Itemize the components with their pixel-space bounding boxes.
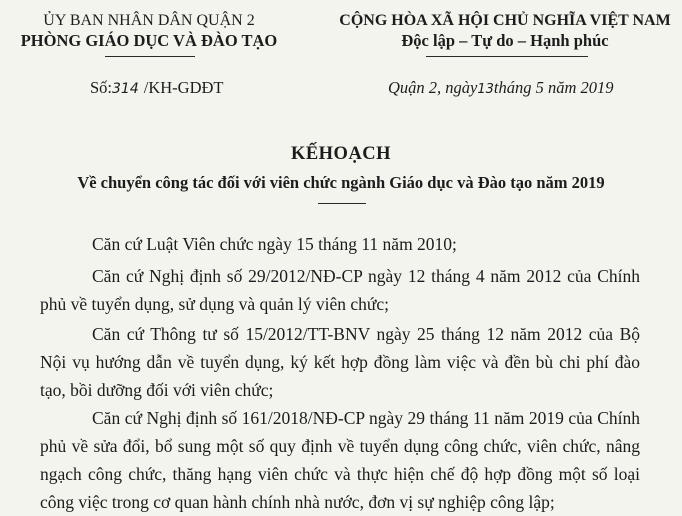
document-title: KẾHOẠCH	[290, 144, 392, 164]
legal-basis-2-text: Căn cứ Nghị định số 29/2012/NĐ-CP ngày 12 tháng 4 năm 2012 của Chính phủ về tuyển dụng, sử dụng và quản lý viên chức;	[40, 266, 640, 314]
national-motto: Độc lập – Tự do – Hạnh phúc	[401, 31, 609, 50]
date-day-handwritten: 13	[477, 82, 494, 97]
legal-basis-4-text: Căn cứ Nghị định số 161/2018/NĐ-CP ngày 29 tháng 11 năm 2019 của Chính phủ về sửa đổi, bổ sung một số quy định về tuyển dụng công chức, viên chức, nâng ngạch công chức, thăng hạng viên chức và thực hiện chế độ hợp đồng một số loại công việc trong cơ quan hành chính nhà nước, đơn vị sự nghiệp công lập;	[40, 408, 640, 512]
issuing-department: PHÒNG GIÁO DỤC VÀ ĐÀO TẠO	[20, 31, 278, 50]
legal-basis-1-text: Căn cứ Luật Viên chức ngày 15 tháng 11 năm 2010;	[92, 234, 457, 254]
title-underline	[318, 203, 366, 204]
document-number-prefix: Số:	[90, 78, 113, 97]
country-name: CỘNG HÒA XÃ HỘI CHỦ NGHĨA VIỆT NAM	[339, 12, 671, 29]
right-header-underline	[426, 56, 588, 57]
document-number	[90, 78, 224, 98]
document-number-handwritten: 314	[112, 81, 139, 97]
date-prefix: Quận 2, ngày	[388, 78, 478, 97]
date-suffix: tháng 5 năm 2019	[493, 78, 614, 97]
legal-basis-2	[40, 262, 640, 318]
document-number-suffix: /KH-GDĐT	[143, 78, 224, 97]
legal-basis-1	[40, 230, 640, 258]
legal-basis-3-text: Căn cứ Thông tư số 15/2012/TT-BNV ngày 25 tháng 12 năm 2012 của Bộ Nội vụ hướng dẫn về tuyển dụng, ký kết hợp đồng làm việc và đền bù chi phí đào tạo, bồi dưỡng đối với viên chức;	[40, 324, 640, 400]
legal-basis-4	[40, 404, 640, 516]
document-subtitle: Về chuyển công tác đối với viên chức ngành Giáo dục và Đào tạo năm 2019	[77, 173, 605, 192]
document-date	[388, 78, 614, 98]
left-header-underline	[105, 56, 195, 57]
legal-basis-3	[40, 320, 640, 404]
issuing-agency: ỦY BAN NHÂN DÂN QUẬN 2	[43, 12, 255, 29]
